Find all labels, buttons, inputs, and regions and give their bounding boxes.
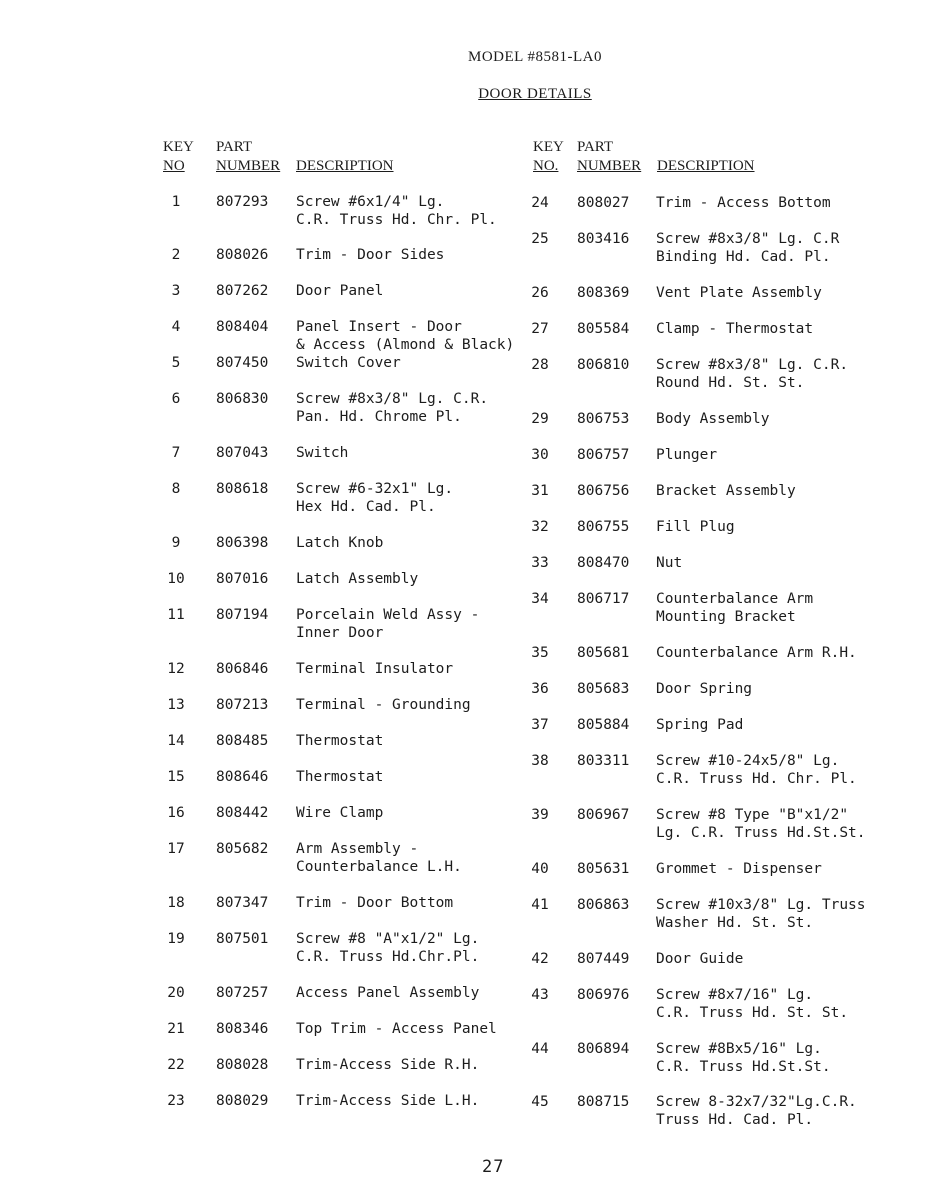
- key-number: 19: [167, 931, 185, 947]
- part-description: Trim-Access Side R.H.: [296, 1057, 480, 1073]
- left-key-header: [163, 138, 194, 176]
- part-number: 806757: [577, 447, 630, 463]
- key-number: 40: [531, 861, 549, 877]
- part-description: Spring Pad: [656, 717, 744, 733]
- key-number: 31: [531, 483, 549, 499]
- key-number: 38: [531, 753, 549, 769]
- part-description: Switch Cover: [296, 355, 401, 371]
- part-description: Trim-Access Side L.H.: [296, 1093, 480, 1109]
- key-number: 32: [531, 519, 549, 535]
- part-description: Access Panel Assembly: [296, 985, 480, 1001]
- key-number: 45: [531, 1094, 549, 1110]
- key-number: 36: [531, 681, 549, 697]
- key-number: 9: [171, 535, 181, 551]
- part-number: 808470: [577, 555, 630, 571]
- part-number: 808442: [216, 805, 269, 821]
- part-description: Top Trim - Access Panel: [296, 1021, 497, 1037]
- part-number: 806810: [577, 357, 630, 373]
- part-number: 807347: [216, 895, 269, 911]
- part-number: 808404: [216, 319, 269, 335]
- key-number: 26: [531, 285, 549, 301]
- part-description: Vent Plate Assembly: [656, 285, 822, 301]
- part-number: 806756: [577, 483, 630, 499]
- part-description: Screw #8x7/16" Lg. C.R. Truss Hd. St. St.: [656, 987, 849, 1021]
- part-number: 808028: [216, 1057, 269, 1073]
- part-description: Screw #8Bx5/16" Lg. C.R. Truss Hd.St.St.: [656, 1041, 831, 1075]
- part-description: Thermostat: [296, 769, 384, 785]
- part-number: 807293: [216, 194, 269, 210]
- part-description: Screw #6x1/4" Lg. C.R. Truss Hd. Chr. Pl.: [296, 194, 497, 228]
- key-number: 3: [171, 283, 181, 299]
- part-description: Porcelain Weld Assy - Inner Door: [296, 607, 480, 641]
- key-number: 7: [171, 445, 181, 461]
- key-number: 20: [167, 985, 185, 1001]
- part-description: Door Guide: [656, 951, 744, 967]
- part-number: 806398: [216, 535, 269, 551]
- part-number: 808485: [216, 733, 269, 749]
- part-number: 807449: [577, 951, 630, 967]
- part-number: 807043: [216, 445, 269, 461]
- left-part-header-top: PART: [216, 139, 253, 155]
- right-desc-header-label: DESCRIPTION: [657, 158, 755, 174]
- key-number: 18: [167, 895, 185, 911]
- part-description: Terminal Insulator: [296, 661, 454, 677]
- key-number: 8: [171, 481, 181, 497]
- right-part-header-bottom: NUMBER: [577, 158, 642, 174]
- part-description: Screw #8x3/8" Lg. C.R. Round Hd. St. St.: [656, 357, 849, 391]
- part-number: 805682: [216, 841, 269, 857]
- part-number: 808618: [216, 481, 269, 497]
- part-description: Wire Clamp: [296, 805, 384, 821]
- part-number: 806717: [577, 591, 630, 607]
- key-number: 2: [171, 247, 181, 263]
- part-description: Screw #6-32x1" Lg. Hex Hd. Cad. Pl.: [296, 481, 454, 515]
- right-part-header: [577, 138, 641, 176]
- page-number: 27: [482, 1157, 505, 1177]
- part-number: 805631: [577, 861, 630, 877]
- part-description: Trim - Door Bottom: [296, 895, 454, 911]
- part-description: Fill Plug: [656, 519, 735, 535]
- key-number: 5: [171, 355, 181, 371]
- part-description: Latch Knob: [296, 535, 384, 551]
- part-number: 805584: [577, 321, 630, 337]
- part-number: 807257: [216, 985, 269, 1001]
- key-number: 37: [531, 717, 549, 733]
- section-title: DOOR DETAILS: [478, 86, 592, 102]
- left-key-header-bottom: NO: [163, 158, 185, 174]
- part-number: 808369: [577, 285, 630, 301]
- part-description: Door Panel: [296, 283, 384, 299]
- part-description: Panel Insert - Door & Access (Almond & Black): [296, 319, 515, 353]
- part-number: 808026: [216, 247, 269, 263]
- part-number: 805681: [577, 645, 630, 661]
- key-number: 4: [171, 319, 181, 335]
- key-number: 23: [167, 1093, 185, 1109]
- part-number: 808346: [216, 1021, 269, 1037]
- right-key-header-top: KEY: [533, 139, 564, 155]
- right-desc-header: [657, 157, 755, 176]
- key-number: 39: [531, 807, 549, 823]
- part-description: Clamp - Thermostat: [656, 321, 814, 337]
- part-description: Screw #8x3/8" Lg. C.R. Pan. Hd. Chrome Pl.: [296, 391, 489, 425]
- key-number: 16: [167, 805, 185, 821]
- part-number: 807016: [216, 571, 269, 587]
- part-number: 807262: [216, 283, 269, 299]
- key-number: 30: [531, 447, 549, 463]
- part-number: 806846: [216, 661, 269, 677]
- part-number: 806976: [577, 987, 630, 1003]
- part-description: Screw 8-32x7/32"Lg.C.R. Truss Hd. Cad. Pl.: [656, 1094, 857, 1128]
- key-number: 15: [167, 769, 185, 785]
- model-title: MODEL #8581-LA0: [467, 49, 602, 65]
- part-description: Terminal - Grounding: [296, 697, 471, 713]
- key-number: 21: [167, 1021, 185, 1037]
- key-number: 1: [171, 194, 181, 210]
- part-description: Screw #8 Type "B"x1/2" Lg. C.R. Truss Hd.St.St.: [656, 807, 866, 841]
- part-description: Body Assembly: [656, 411, 770, 427]
- part-number: 808646: [216, 769, 269, 785]
- part-description: Screw #8 "A"x1/2" Lg. C.R. Truss Hd.Chr.Pl.: [296, 931, 480, 965]
- key-number: 29: [531, 411, 549, 427]
- key-number: 44: [531, 1041, 549, 1057]
- key-number: 22: [167, 1057, 185, 1073]
- key-number: 35: [531, 645, 549, 661]
- part-description: Counterbalance Arm Mounting Bracket: [656, 591, 814, 625]
- part-number: 806830: [216, 391, 269, 407]
- part-number: 807194: [216, 607, 269, 623]
- part-description: Bracket Assembly: [656, 483, 796, 499]
- left-part-header-bottom: NUMBER: [216, 158, 281, 174]
- key-number: 14: [167, 733, 185, 749]
- key-number: 10: [167, 571, 185, 587]
- part-number: 806863: [577, 897, 630, 913]
- part-description: Thermostat: [296, 733, 384, 749]
- part-description: Screw #10x3/8" Lg. Truss Washer Hd. St. St.: [656, 897, 866, 931]
- right-key-header: [533, 138, 564, 176]
- key-number: 34: [531, 591, 549, 607]
- part-description: Nut: [656, 555, 683, 571]
- part-number: 808027: [577, 195, 630, 211]
- left-key-header-top: KEY: [163, 139, 194, 155]
- part-number: 806894: [577, 1041, 630, 1057]
- part-number: 807450: [216, 355, 269, 371]
- part-number: 807213: [216, 697, 269, 713]
- key-number: 28: [531, 357, 549, 373]
- part-number: 808029: [216, 1093, 269, 1109]
- key-number: 11: [167, 607, 185, 623]
- key-number: 12: [167, 661, 185, 677]
- key-number: 24: [531, 195, 549, 211]
- key-number: 25: [531, 231, 549, 247]
- left-desc-header-label: DESCRIPTION: [296, 158, 394, 174]
- part-number: 806967: [577, 807, 630, 823]
- part-number: 803416: [577, 231, 630, 247]
- part-description: Trim - Door Sides: [296, 247, 445, 263]
- part-number: 805683: [577, 681, 630, 697]
- left-desc-header: [296, 157, 394, 176]
- part-description: Screw #10-24x5/8" Lg. C.R. Truss Hd. Chr. Pl.: [656, 753, 857, 787]
- key-number: 6: [171, 391, 181, 407]
- key-number: 17: [167, 841, 185, 857]
- part-number: 805884: [577, 717, 630, 733]
- part-description: Screw #8x3/8" Lg. C.R Binding Hd. Cad. Pl.: [656, 231, 840, 265]
- key-number: 13: [167, 697, 185, 713]
- part-description: Grommet - Dispenser: [656, 861, 822, 877]
- part-number: 806755: [577, 519, 630, 535]
- part-description: Arm Assembly - Counterbalance L.H.: [296, 841, 462, 875]
- right-key-header-bottom: NO.: [533, 158, 559, 174]
- key-number: 33: [531, 555, 549, 571]
- part-description: Plunger: [656, 447, 718, 463]
- part-number: 803311: [577, 753, 630, 769]
- part-description: Door Spring: [656, 681, 753, 697]
- right-part-header-top: PART: [577, 139, 614, 155]
- part-number: 808715: [577, 1094, 630, 1110]
- part-number: 806753: [577, 411, 630, 427]
- part-number: 807501: [216, 931, 269, 947]
- part-description: Switch: [296, 445, 349, 461]
- key-number: 43: [531, 987, 549, 1003]
- part-description: Counterbalance Arm R.H.: [656, 645, 857, 661]
- key-number: 42: [531, 951, 549, 967]
- left-part-header: [216, 138, 280, 176]
- key-number: 41: [531, 897, 549, 913]
- part-description: Latch Assembly: [296, 571, 419, 587]
- part-description: Trim - Access Bottom: [656, 195, 831, 211]
- key-number: 27: [531, 321, 549, 337]
